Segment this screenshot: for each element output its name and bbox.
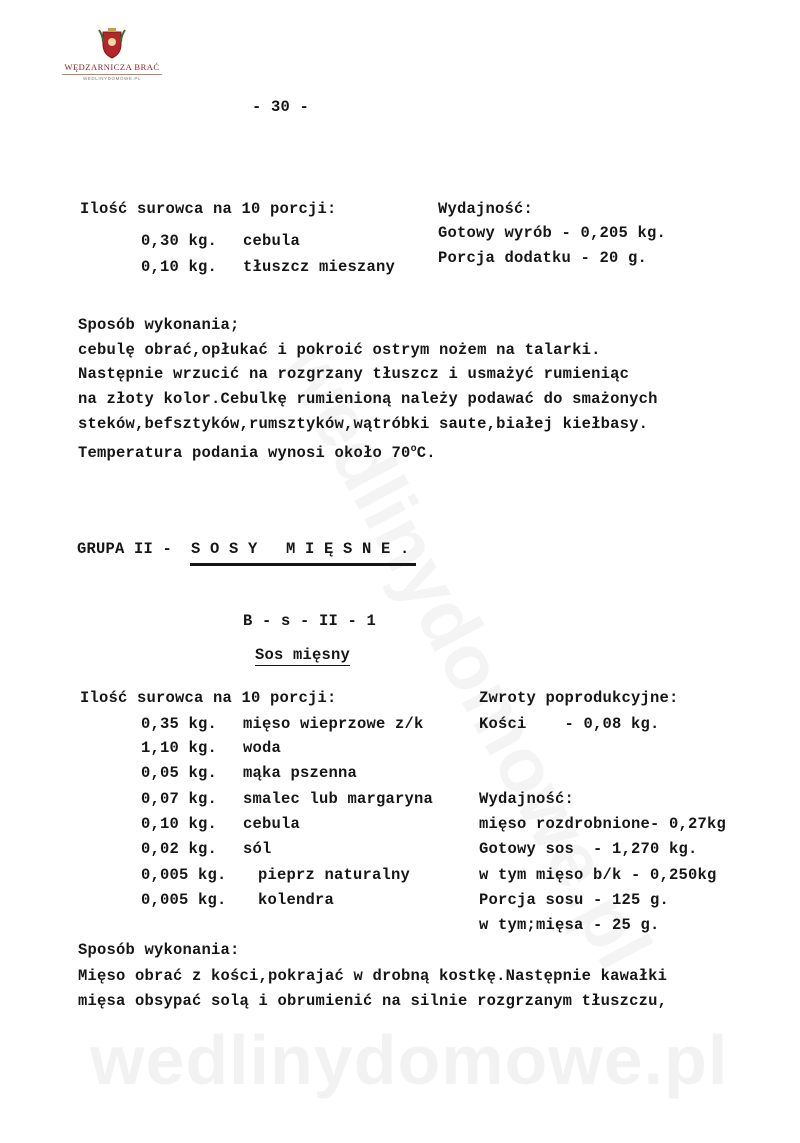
ingredient-qty: 1,10 kg. [141, 739, 218, 757]
recipe2-yield-header: Wydajność: [479, 790, 575, 808]
recipe1-method-header: Sposób wykonania; [78, 316, 240, 334]
ingredient-qty: 0,005 kg. [141, 866, 227, 884]
ingredient-name: kolendra [258, 891, 335, 909]
recipe1-yield-line: Gotowy wyrób - 0,205 kg. [438, 224, 667, 242]
recipe2-returns-line: Kości - 0,08 kg. [479, 715, 660, 733]
ingredient-qty: 0,35 kg. [141, 715, 218, 733]
temperature-degree: o [410, 444, 417, 455]
ingredient-qty: 0,005 kg. [141, 891, 227, 909]
ingredient-qty: 0,02 kg. [141, 840, 218, 858]
recipe2-method-header: Sposób wykonania: [78, 941, 240, 959]
recipe2-method-line: mięsa obsypać solą i obrumienić na silnie rozgrzanym tłuszczu, [78, 992, 668, 1010]
ingredient-name: cebula [243, 232, 301, 250]
brand-logo [62, 26, 162, 98]
ingredient-name: cebula [243, 815, 301, 833]
group-prefix: GRUPA II - [77, 540, 173, 558]
recipe1-method-line: na złoty kolor.Cebulkę rumienioną należy podawać do smażonych [78, 390, 658, 408]
temperature-text: Temperatura podania wynosi około 70 [78, 444, 411, 463]
ingredient-name: tłuszcz mieszany [243, 258, 396, 276]
recipe2-method-line: Mięso obrać z kości,pokrajać w drobną kostkę.Następnie kawałki [78, 967, 668, 985]
recipe2-code: B - s - II - 1 [243, 612, 377, 630]
ingredient-qty: 0,07 kg. [141, 790, 218, 808]
recipe2-yield-line: w tym mięso b/k - 0,250kg [479, 866, 717, 884]
recipe2-yield-line: w tym;mięsa - 25 g. [479, 916, 660, 934]
crest-icon [97, 26, 127, 60]
ingredient-qty: 0,30 kg. [141, 232, 218, 250]
recipe2-title: Sos mięsny [255, 646, 351, 664]
logo-name: WĘDZARNICZA BRAĆ [64, 62, 160, 72]
recipe1-method-line: steków,befsztyków,rumsztyków,wątróbki saute,białej kiełbasy. [78, 415, 649, 433]
ingredient-name: pieprz naturalny [258, 866, 411, 884]
recipe1-yield-line: Porcja dodatku - 20 g. [438, 249, 648, 267]
group-title-underline [190, 563, 416, 566]
recipe2-ingredients-header: Ilość surowca na 10 porcji: [80, 689, 337, 707]
page-number: - 30 - [252, 98, 310, 116]
bottom-watermark: wedlinydomowe.pl [90, 1021, 729, 1099]
ingredient-name: mąka pszenna [243, 764, 358, 782]
ingredient-name: mięso wieprzowe z/k [243, 715, 424, 733]
recipe1-temperature [78, 440, 436, 463]
ingredient-qty: 0,10 kg. [141, 258, 218, 276]
recipe2-yield-line: Gotowy sos - 1,270 kg. [479, 840, 698, 858]
group-title: S O S Y M I Ę S N E . [191, 540, 410, 558]
ingredient-name: woda [243, 739, 282, 757]
logo-url: WEDLINYDOMOWE.PL [82, 76, 142, 81]
recipe1-method-line: Następnie wrzucić na rozgrzany tłuszcz i usmażyć rumieniąc [78, 365, 630, 383]
recipe1-ingredients-header: Ilość surowca na 10 porcji: [80, 200, 337, 218]
ingredient-qty: 0,10 kg. [141, 815, 218, 833]
recipe1-method-line: cebulę obrać,opłukać i pokroić ostrym nożem na talarki. [78, 341, 601, 359]
recipe1-yield-header: Wydajność: [438, 200, 534, 218]
ingredient-name: smalec lub margaryna [243, 790, 434, 808]
ingredient-qty: 0,05 kg. [141, 764, 218, 782]
recipe2-yield-line: Porcja sosu - 125 g. [479, 891, 670, 909]
temperature-unit: C. [416, 444, 436, 463]
logo-divider [62, 74, 162, 75]
recipe2-returns-header: Zwroty poprodukcyjne: [479, 689, 679, 707]
recipe2-yield-line: mięso rozdrobnione- 0,27kg [479, 815, 727, 833]
ingredient-name: sól [243, 840, 272, 858]
